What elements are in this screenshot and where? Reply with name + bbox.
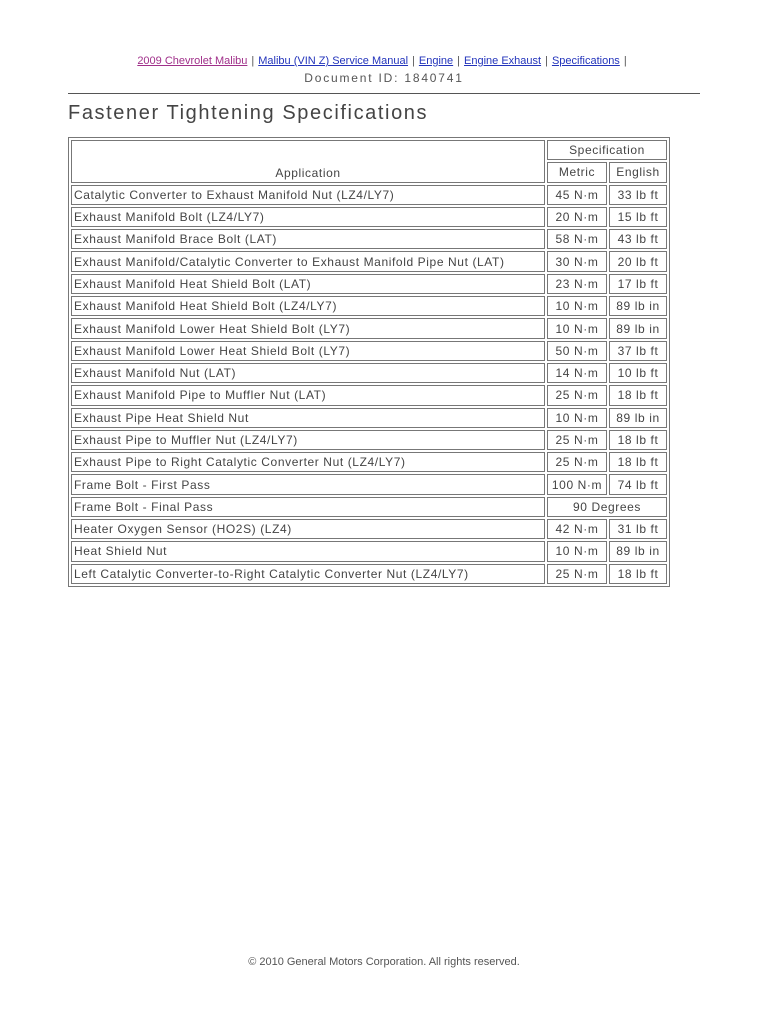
metric-cell: 25 N·m [547, 564, 607, 584]
breadcrumb-separator: | [412, 55, 415, 67]
application-cell: Exhaust Manifold Brace Bolt (LAT) [71, 229, 545, 249]
breadcrumb-separator: | [545, 55, 548, 67]
table-body [71, 185, 667, 584]
application-cell: Heat Shield Nut [71, 541, 545, 561]
application-cell: Exhaust Pipe Heat Shield Nut [71, 408, 545, 428]
table-row [71, 318, 667, 338]
table-row [71, 229, 667, 249]
metric-cell: 25 N·m [547, 430, 607, 450]
application-cell: Heater Oxygen Sensor (HO2S) (LZ4) [71, 519, 545, 539]
metric-cell: 25 N·m [547, 452, 607, 472]
breadcrumb-link-service-manual[interactable]: Malibu (VIN Z) Service Manual [258, 55, 409, 67]
english-cell: 33 lb ft [609, 185, 667, 205]
table-row [71, 251, 667, 271]
column-header-application: Application [71, 140, 545, 183]
specification-cell: 90 Degrees [547, 497, 667, 517]
breadcrumb-separator: | [623, 55, 627, 67]
metric-cell: 30 N·m [547, 251, 607, 271]
application-cell: Left Catalytic Converter-to-Right Catalytic Converter Nut (LZ4/LY7) [71, 564, 545, 584]
table-row [71, 274, 667, 294]
metric-cell: 10 N·m [547, 408, 607, 428]
application-cell: Exhaust Manifold Heat Shield Bolt (LZ4/LY7) [71, 296, 545, 316]
metric-cell: 14 N·m [547, 363, 607, 383]
application-cell: Exhaust Manifold Nut (LAT) [71, 363, 545, 383]
column-header-specification: Specification [547, 140, 667, 160]
application-cell: Exhaust Manifold Pipe to Muffler Nut (LAT) [71, 385, 545, 405]
table-row [71, 564, 667, 584]
table-row [71, 185, 667, 205]
application-cell: Exhaust Manifold Lower Heat Shield Bolt (LY7) [71, 318, 545, 338]
application-cell: Frame Bolt - Final Pass [71, 497, 545, 517]
breadcrumb [0, 55, 768, 67]
table-row [71, 541, 667, 561]
application-cell: Catalytic Converter to Exhaust Manifold Nut (LZ4/LY7) [71, 185, 545, 205]
english-cell: 43 lb ft [609, 229, 667, 249]
table-row [71, 430, 667, 450]
english-cell: 89 lb in [609, 541, 667, 561]
metric-cell: 25 N·m [547, 385, 607, 405]
breadcrumb-link-engine-exhaust[interactable]: Engine Exhaust [464, 55, 542, 67]
breadcrumb-link-specifications[interactable]: Specifications [551, 55, 620, 67]
metric-cell: 42 N·m [547, 519, 607, 539]
specifications-table [68, 137, 670, 587]
english-cell: 89 lb in [609, 408, 667, 428]
english-cell: 37 lb ft [609, 341, 667, 361]
copyright-footer: © 2010 General Motors Corporation. All rights reserved. [248, 956, 520, 968]
page-title: Fastener Tightening Specifications [68, 102, 429, 124]
english-cell: 10 lb ft [609, 363, 667, 383]
table-header-row [71, 140, 667, 160]
application-cell: Frame Bolt - First Pass [71, 474, 545, 494]
english-cell: 18 lb ft [609, 430, 667, 450]
application-cell: Exhaust Manifold Heat Shield Bolt (LAT) [71, 274, 545, 294]
application-cell: Exhaust Manifold/Catalytic Converter to Exhaust Manifold Pipe Nut (LAT) [71, 251, 545, 271]
english-cell: 17 lb ft [609, 274, 667, 294]
english-cell: 15 lb ft [609, 207, 667, 227]
application-cell: Exhaust Pipe to Muffler Nut (LZ4/LY7) [71, 430, 545, 450]
breadcrumb-link-vehicle[interactable]: 2009 Chevrolet Malibu [137, 55, 248, 67]
metric-cell: 10 N·m [547, 541, 607, 561]
metric-cell: 50 N·m [547, 341, 607, 361]
table-row [71, 296, 667, 316]
metric-cell: 45 N·m [547, 185, 607, 205]
english-cell: 20 lb ft [609, 251, 667, 271]
table-row [71, 452, 667, 472]
table-row [71, 385, 667, 405]
application-cell: Exhaust Pipe to Right Catalytic Converter Nut (LZ4/LY7) [71, 452, 545, 472]
application-cell: Exhaust Manifold Lower Heat Shield Bolt (LY7) [71, 341, 545, 361]
table-row [71, 363, 667, 383]
english-cell: 89 lb in [609, 318, 667, 338]
breadcrumb-link-engine[interactable]: Engine [418, 55, 454, 67]
metric-cell: 58 N·m [547, 229, 607, 249]
table-row [71, 497, 667, 517]
metric-cell: 10 N·m [547, 296, 607, 316]
english-cell: 89 lb in [609, 296, 667, 316]
breadcrumb-separator: | [251, 55, 255, 67]
english-cell: 31 lb ft [609, 519, 667, 539]
table-row [71, 519, 667, 539]
english-cell: 74 lb ft [609, 474, 667, 494]
metric-cell: 20 N·m [547, 207, 607, 227]
table-row [71, 341, 667, 361]
metric-cell: 23 N·m [547, 274, 607, 294]
table-row [71, 408, 667, 428]
table-row [71, 207, 667, 227]
document-id: Document ID: 1840741 [304, 71, 464, 85]
header-divider [68, 93, 700, 94]
column-header-english: English [609, 162, 667, 182]
english-cell: 18 lb ft [609, 452, 667, 472]
table-row [71, 474, 667, 494]
metric-cell: 100 N·m [547, 474, 607, 494]
english-cell: 18 lb ft [609, 564, 667, 584]
english-cell: 18 lb ft [609, 385, 667, 405]
column-header-metric: Metric [547, 162, 607, 182]
application-cell: Exhaust Manifold Bolt (LZ4/LY7) [71, 207, 545, 227]
breadcrumb-separator: | [457, 55, 461, 67]
metric-cell: 10 N·m [547, 318, 607, 338]
